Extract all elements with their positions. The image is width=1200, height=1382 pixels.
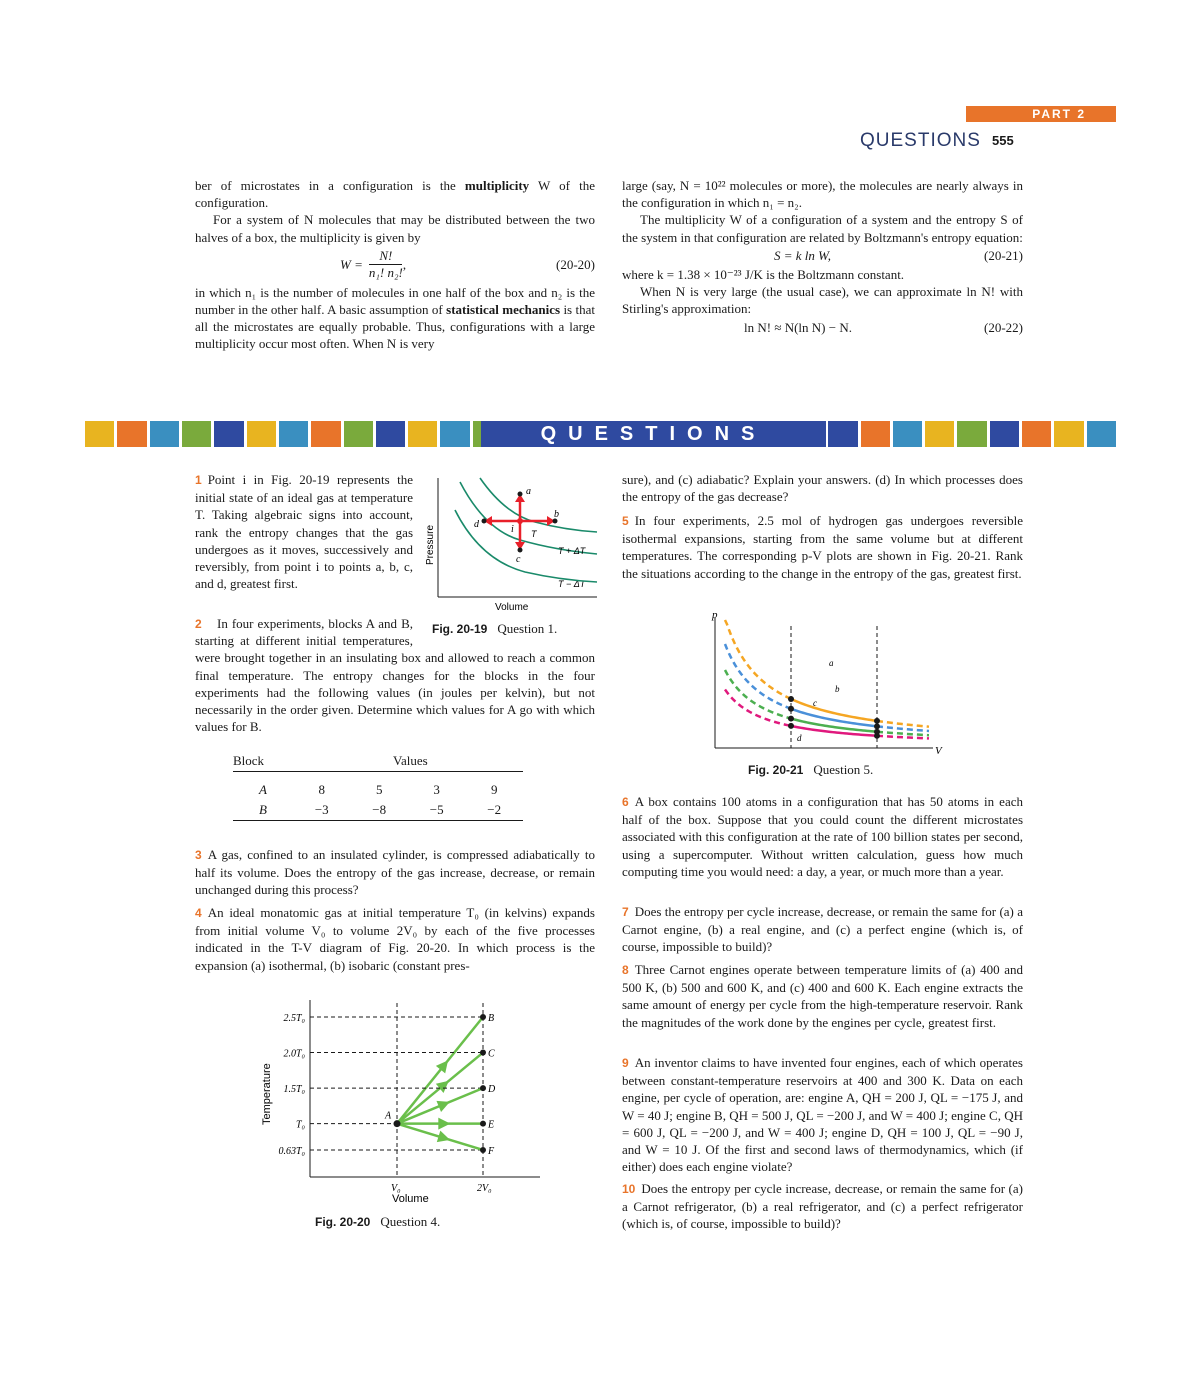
curve-label: c xyxy=(813,698,817,708)
banner-tile xyxy=(117,421,146,447)
process-arrow xyxy=(438,1118,450,1130)
end-point-label: E xyxy=(488,1119,495,1131)
paragraph: For a system of N molecules that may be distributed between the two halves of a box, the multiplicity is given by xyxy=(195,212,595,245)
label-d: d xyxy=(474,519,479,530)
table-row: B −3 −8 −5 −2 xyxy=(233,800,523,821)
question-9: 9 An inventor claims to have invented four engines, each of which operates between constant-temperature reservoirs at 400 and 300 K. Data on each engine, per cycle of operation, are: engine A, QH = 200 J, QL = −175 J, and W = 40 J; engine B, QH = 500 J, QL = −200 J, and W = 400 J; engine C, QH = 600 J, QL = −200 J, and W = 400 J; engine D, QH = 100 J, QL = −90 J, and W = 10 J. Of the first and second laws of thermodynamics, which (if either) does each engine violate? xyxy=(622,1055,1023,1175)
isotherm-tail xyxy=(877,736,929,739)
eq-numerator: N! xyxy=(369,248,402,265)
question-6: 6 A box contains 100 atoms in a configuration that has 50 atoms in each half of the box. Suppose that you could count the different microstates associated with this configuration at the rate of 100 billion states per second, using a supercomputer. Without written calculation, guess how much computing time you would need: a day, a year, or much more than a year. xyxy=(622,794,1023,879)
start-point xyxy=(394,1120,401,1127)
curve-label: d xyxy=(797,733,802,743)
y-tick-label: 0.63T₀ xyxy=(278,1145,305,1157)
point-d xyxy=(482,519,487,524)
banner-label: QUESTIONS xyxy=(481,421,826,447)
label-T-plus: T + ΔT xyxy=(558,546,586,556)
x-axis-label: Volume xyxy=(392,1193,429,1205)
question-5: 5 In four experiments, 2.5 mol of hydrogen gas undergoes reversible isothermal expansions, starting from the same volume but at different temperatures. The corresponding p-V plots are shown in Fig. 20-21. Rank the situations according to the change in the entropy of the gas, greatest first. xyxy=(622,513,1023,581)
banner-tile xyxy=(893,421,922,447)
figure-20-19 xyxy=(425,470,600,620)
y-tick-label: T₀ xyxy=(295,1119,305,1131)
end-point xyxy=(480,1147,486,1153)
y-tick-label: 2.5T₀ xyxy=(283,1013,305,1024)
banner-tile xyxy=(311,421,340,447)
point-a xyxy=(518,492,523,497)
equation-20-22: ln N! ≈ N(ln N) − N. (20-22) xyxy=(744,319,1023,335)
question-7: 7 Does the entropy per cycle increase, decrease, or remain the same for (a) a Carnot engine, (b) a real engine, and (c) a perfect engine (which is, of course, impossible to build)? xyxy=(622,904,1023,955)
paragraph: large (say, N = 10²² molecules or more), the molecules are nearly always in the configuration in which n₁ = n₂. xyxy=(622,178,1023,211)
caption-20-20: Fig. 20-20 Question 4. xyxy=(315,1214,441,1229)
label-i: i xyxy=(511,524,514,535)
point-c xyxy=(518,548,523,553)
figure-20-20 xyxy=(255,995,545,1210)
curve-label: b xyxy=(835,684,840,694)
banner-tile xyxy=(440,421,469,447)
x-tick-label: 2V₀ xyxy=(477,1183,492,1194)
banner-tile xyxy=(279,421,308,447)
isotherm-dashed xyxy=(725,620,791,699)
label-a: a xyxy=(526,486,531,497)
table-header-block: Block xyxy=(233,753,265,768)
isotherm-T-plus xyxy=(480,478,597,532)
question-3: 3 A gas, confined to an insulated cylinder, is compressed adiabatically to half its volume. Does the entropy of the gas increase, decrease, or remain unchanged during this process? xyxy=(195,847,595,898)
isotherm-tail xyxy=(877,721,929,727)
y-axis-label: Temperature xyxy=(261,1063,273,1125)
paragraph: ber of microstates in a configuration is the multiplicity W of the configuration. xyxy=(195,178,595,211)
y-axis-label: Pressure xyxy=(425,524,436,565)
paragraph: in which n₁ is the number of molecules in one half of the box and n₂ is the number in the other half. A basic assumption of statistical mechanics is that all the microstates are equally probable. Thus, configurations with a large multiplicity occur most often. When N is very xyxy=(195,284,596,352)
banner-tile xyxy=(925,421,954,447)
section-title: QUESTIONS xyxy=(860,130,981,151)
paragraph: where k = 1.38 × 10⁻²³ J/K is the Boltzmann constant. xyxy=(622,266,905,282)
question-4: 4 An ideal monatomic gas at initial temperature T₀ (in kelvins) expands from initial volume V₀ to volume 2V₀ by each of the five processes indicated in the T-V diagram of Fig. 20-20. In which process is the expansion (a) isothermal, (b) isobaric (constant pres- xyxy=(195,905,595,973)
question-1: 1 Point i in Fig. 20-19 represents the initial state of an ideal gas at temperature T. Taking algebraic signs into account, rank the entropy changes that the gas undergoes as it moves, successively and reversibly, from point i to points a, b, c, and d, greatest first. xyxy=(195,472,413,592)
banner-tile xyxy=(85,421,114,447)
label-c: c xyxy=(516,554,521,565)
label-T-minus: T − ΔT xyxy=(558,579,586,589)
eq-number: (20-20) xyxy=(556,257,595,273)
end-point-label: C xyxy=(488,1048,495,1060)
question-2-body: In four experiments, blocks A and B, starting at different initial temperatures, were brought together in an insulating box and allowed to reach a common final temperature. The entropy changes for the blocks in the four experiments had the following values (in joules per kelvin), but not necessarily in the order given. Determine which values for A go with which values for B. xyxy=(195,616,595,735)
label-b: b xyxy=(554,509,559,520)
table-row: A 8 5 3 9 xyxy=(259,782,498,797)
banner-tile xyxy=(214,421,243,447)
banner-tile xyxy=(247,421,276,447)
question-2: 2 xyxy=(195,617,202,631)
banner-tile xyxy=(1087,421,1116,447)
banner-tile xyxy=(1054,421,1083,447)
figure-20-21 xyxy=(705,608,950,758)
isotherm-solid xyxy=(791,709,877,727)
banner-tile xyxy=(861,421,890,447)
paragraph: When N is very large (the usual case), we can approximate ln N! with Stirling's approximation: xyxy=(622,284,1023,317)
start-point-label: A xyxy=(385,1110,392,1122)
isotherm-tail xyxy=(877,732,929,735)
curve-label: a xyxy=(829,658,834,668)
equation-20-21: S = k ln W, (20-21) xyxy=(774,248,1023,264)
isotherm-solid xyxy=(791,699,877,721)
caption-20-19: Fig. 20-19 Question 1. xyxy=(432,621,558,636)
eq-lhs: W = xyxy=(340,257,363,273)
banner-tile xyxy=(376,421,405,447)
y-tick-label: 1.5T₀ xyxy=(283,1084,305,1096)
questions-banner xyxy=(85,421,1116,447)
equation-20-20 xyxy=(195,246,595,284)
banner-tile xyxy=(408,421,437,447)
end-point xyxy=(480,1121,486,1127)
top-right-column xyxy=(622,177,1023,337)
banner-tile xyxy=(150,421,179,447)
caption-20-21: Fig. 20-21 Question 5. xyxy=(748,762,874,777)
x-axis-label: Volume xyxy=(495,602,529,613)
x-axis-label: V xyxy=(935,745,942,757)
table-header-values: Values xyxy=(393,753,428,768)
eq-tail: , xyxy=(402,257,407,273)
top-left-column xyxy=(195,177,595,353)
entropy-table xyxy=(233,751,551,821)
end-point xyxy=(480,1050,486,1056)
question-4-continued: sure), and (c) adiabatic? Explain your answers. (d) In which processes does the entropy of the gas decrease? xyxy=(622,472,1023,505)
banner-tile xyxy=(990,421,1019,447)
y-axis-label: p xyxy=(712,609,718,621)
label-T: T xyxy=(531,529,537,539)
end-point-label: D xyxy=(488,1084,496,1096)
end-point xyxy=(480,1085,486,1091)
question-8: 8 Three Carnot engines operate between temperature limits of (a) 400 and 500 K, (b) 500 and 600 K, and (c) 400 and 600 K. Each engine extracts the same amount of energy per cycle from the high-temperature reservoir. Rank the magnitudes of the work done by the engines per cycle, greatest first. xyxy=(622,962,1023,1030)
end-point-label: F xyxy=(488,1145,495,1157)
banner-tile xyxy=(344,421,373,447)
end-point xyxy=(480,1014,486,1020)
paragraph: The multiplicity W of a configuration of a system and the entropy S of the system in that configuration are related by Boltzmann's entropy equation: xyxy=(622,212,1023,245)
question-10: 10 Does the entropy per cycle increase, decrease, or remain the same for (a) a Carnot refrigerator, (b) a real refrigerator, and (c) a perfect refrigerator (which is, of course, impossible to build)? xyxy=(622,1181,1023,1232)
banner-tile xyxy=(1022,421,1051,447)
banner-tile xyxy=(828,421,857,447)
page-number: 555 xyxy=(992,133,1014,148)
part-banner: PART 2 xyxy=(966,106,1116,122)
eq-denominator: n₁! n₂! xyxy=(368,265,403,281)
end-point-label: B xyxy=(488,1013,495,1024)
banner-tile xyxy=(182,421,211,447)
banner-tile xyxy=(957,421,986,447)
x-tick-label: V₀ xyxy=(391,1183,401,1194)
y-tick-label: 2.0T₀ xyxy=(283,1048,305,1060)
